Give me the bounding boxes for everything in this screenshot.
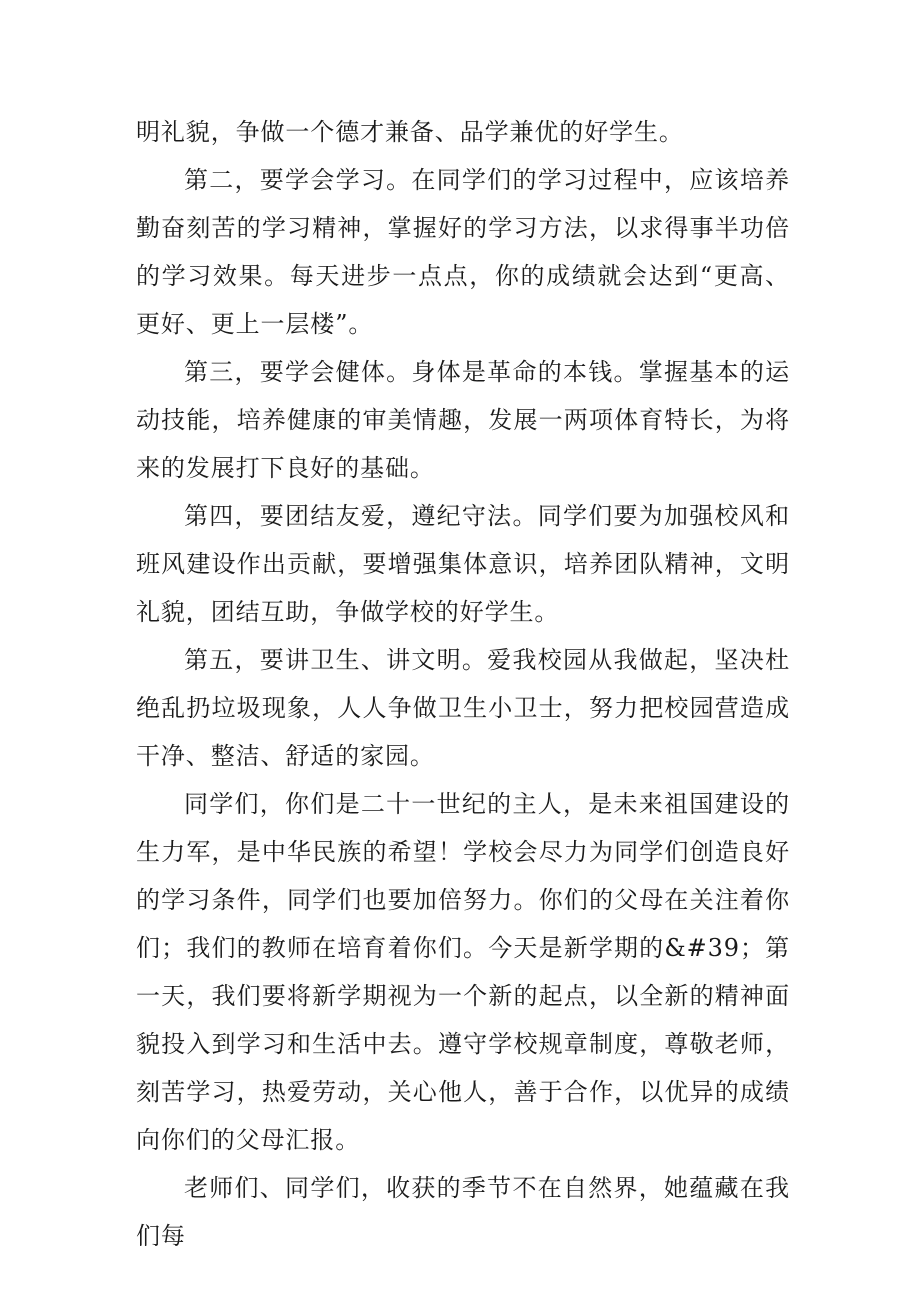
paragraph-2: 第二，要学会学习。在同学们的学习过程中，应该培养勤奋刻苦的学习精神，掌握好的学习方法，以求得事半功倍的学习效果。每天进步一点点，你的成绩就会达到“更高、更好、更上一层楼”。 <box>136 166 790 338</box>
paragraph-6: 同学们，你们是二十一世纪的主人，是未来祖国建设的生力军，是中华民族的希望！学校会尽力为同学们创造良好的学习条件，同学们也要加倍努力。你们的父母在关注着你们；我们的教师在培育着你们。今天是新学期的&#39；第一天，我们要将新学期视为一个新的起点，以全新的精神面貌投入到学习和生活中去。遵守学校规章制度，尊敬老师，刻苦学习，热爱劳动，关心他人，善于合作，以优异的成绩向你们的父母汇报。 <box>136 790 790 1154</box>
paragraph-4: 第四，要团结友爱，遵纪守法。同学们要为加强校风和班风建设作出贡献，要增强集体意识，培养团队精神，文明礼貌，团结互助，争做学校的好学生。 <box>136 502 790 626</box>
body-text <box>136 108 790 1260</box>
paragraph-5: 第五，要讲卫生、讲文明。爱我校园从我做起，坚决杜绝乱扔垃圾现象，人人争做卫生小卫士，努力把校园营造成干净、整洁、舒适的家园。 <box>136 646 790 770</box>
paragraph-1: 明礼貌，争做一个德才兼备、品学兼优的好学生。 <box>136 118 684 146</box>
paragraph-3: 第三，要学会健体。身体是革命的本钱。掌握基本的运动技能，培养健康的审美情趣，发展一两项体育特长，为将来的发展打下良好的基础。 <box>136 358 790 482</box>
paragraph-7: 老师们、同学们，收获的季节不在自然界，她蕴藏在我们每 <box>136 1174 790 1250</box>
